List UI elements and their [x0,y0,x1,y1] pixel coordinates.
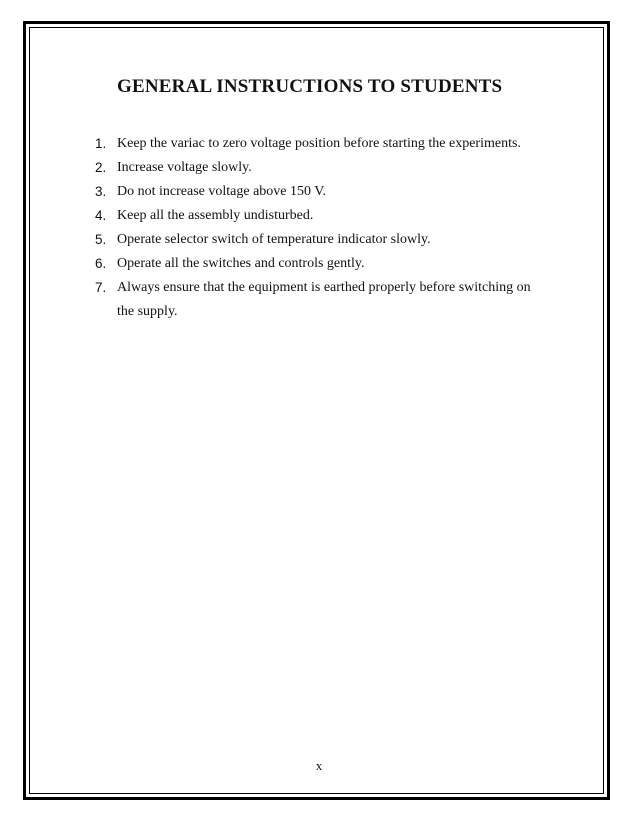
instruction-number: 4. [95,208,107,223]
instruction-text: Increase voltage slowly. [117,160,252,175]
instruction-number: 7. [95,280,107,295]
instruction-item [95,229,555,253]
instruction-text: Do not increase voltage above 150 V. [117,184,327,199]
instruction-item [95,181,555,205]
instruction-number: 2. [95,160,107,175]
instruction-number: 3. [95,184,107,199]
instruction-text: Always ensure that the equipment is earthed properly before switching on the supply. [117,280,531,319]
instruction-number: 1. [95,136,107,151]
instructions-list [95,133,555,324]
instruction-text: Keep the variac to zero voltage position before starting the experiments. [117,136,521,151]
instruction-item [95,157,555,181]
instruction-item [95,253,555,277]
page-number: x [315,758,323,773]
instruction-text: Operate all the switches and controls gently. [117,256,365,271]
instruction-number: 5. [95,232,107,247]
instruction-text: Keep all the assembly undisturbed. [117,208,314,223]
page-title: GENERAL INSTRUCTIONS TO STUDENTS [117,76,503,97]
instruction-item [95,277,555,324]
instruction-item [95,205,555,229]
instruction-number: 6. [95,256,107,271]
instruction-item [95,133,555,157]
instruction-text: Operate selector switch of temperature indicator slowly. [117,232,431,247]
